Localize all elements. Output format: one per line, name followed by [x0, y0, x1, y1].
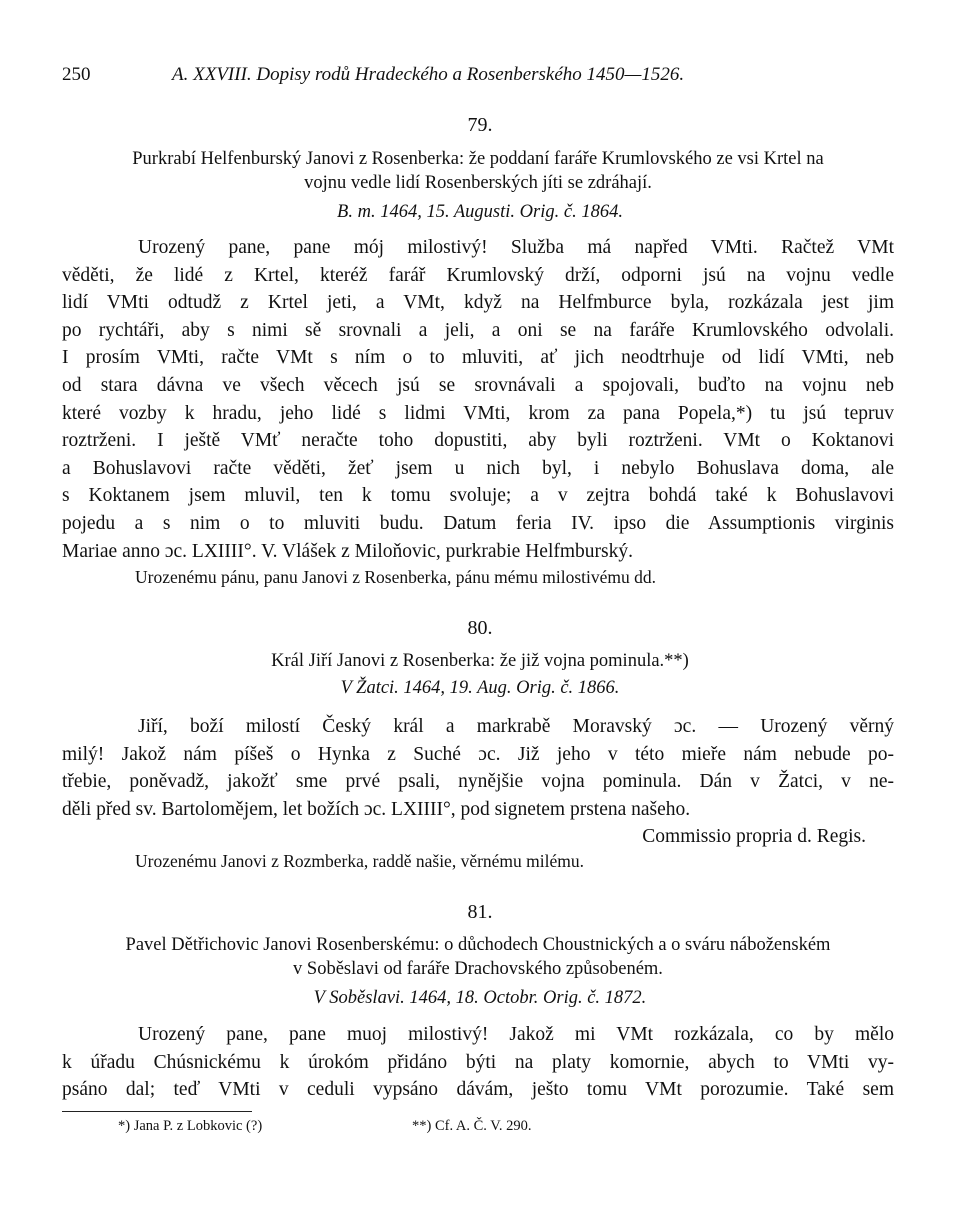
- doc81-dating: V Soběslavi. 1464, 18. Octobr. Orig. č. 1872.: [313, 988, 647, 1008]
- text-line: k úřadu Chúsnickému k úrokóm přidáno býti na platy komornie, abych to VMti vy-: [62, 1051, 894, 1073]
- text-line: a Bohuslavovi račte věděti, žeť jsem u nich byl, i nebylo Bohuslava doma, ale: [62, 457, 894, 479]
- text-line: I prosím VMti, račte VMt s ním o to mluviti, ať jich neodtrhuje od lidí VMti, neb: [62, 347, 894, 369]
- doc80-letter-text: [62, 713, 894, 851]
- footnote-2: **) Cf. A. Č. V. 290.: [412, 1118, 532, 1134]
- text-line: které vozby k hradu, jeho lidé s lidmi VMti, krom za pana Popela,*) tu jsú tepruv: [62, 402, 894, 424]
- running-title: A. XXVIII. Dopisy rodů Hradeckého a Rosenberského 1450—1526.: [172, 64, 685, 85]
- text-line: Jiří, boží milostí Český král a markrabě Moravský ɔc. — Urozený věrný: [138, 716, 894, 737]
- text-line: věděti, že lidé z Krtel, kteréž farář Krumlovský drží, odporni jsú na vojnu vedle: [62, 264, 894, 286]
- doc80-number: 80.: [467, 617, 493, 639]
- doc79-regest-line: Purkrabí Helfenburský Janovi z Rosenberka: že poddaní faráře Krumlovského ze vsi Krtel na: [132, 149, 824, 169]
- text-line: Mariae anno ɔc. LXIIII°. V. Vlášek z Miloňovic, purkrabie Helfmburský.: [62, 540, 633, 562]
- doc79-address: Urozenému pánu, panu Janovi z Rosenberka, pánu mému milostivému dd.: [135, 567, 656, 587]
- doc79-regest: [62, 147, 894, 195]
- doc81-regest: [62, 933, 894, 981]
- page-header: [62, 64, 902, 92]
- text-line: Urozený pane, pane mój milostivý! Služba má napřed VMti. Račtež VMt: [138, 237, 894, 258]
- doc81-regest-line: v Soběslavi od faráře Drachovského způsobeném.: [293, 959, 663, 979]
- text-line: pojedu a s nim o to mluviti budu. Datum feria IV. ipso die Assumptionis virginis: [62, 512, 894, 534]
- doc79-number: 79.: [467, 114, 493, 136]
- text-line: lidí VMti odtudž z Krtel jeti, a VMt, když na Helfmburce byla, rozkázala jest jim: [62, 292, 894, 314]
- footnote-divider: [62, 1111, 252, 1112]
- text-line: Urozený pane, pane muoj milostivý! Jakož mi VMt rozkázala, co by mělo: [138, 1024, 894, 1045]
- doc80-signature: Commissio propria d. Regis.: [642, 826, 866, 848]
- doc81-number: 81.: [467, 901, 493, 923]
- page-number: 250: [62, 64, 91, 85]
- doc80-regest: Král Jiří Janovi z Rosenberka: že již vojna pominula.**): [271, 651, 689, 671]
- doc79-letter-text: [62, 234, 894, 565]
- doc81-letter-text: [62, 1021, 894, 1104]
- doc79-dating: B. m. 1464, 15. Augusti. Orig. č. 1864.: [337, 202, 623, 222]
- footnote-1: *) Jana P. z Lobkovic (?): [118, 1118, 263, 1134]
- doc80-dating: V Žatci. 1464, 19. Aug. Orig. č. 1866.: [340, 678, 620, 698]
- text-line: po rychtáři, aby s nimi sě srovnali a jeli, a oni se na faráře Krumlovského odvolali.: [62, 319, 894, 341]
- doc79-regest-line: vojnu vedle lidí Rosenberských jíti se zdráhají.: [304, 173, 652, 193]
- text-line: s Koktanem jsem mluvil, ten k tomu svoluje; a v zejtra bohdá také k Bohuslavovi: [62, 485, 894, 507]
- doc80-address: Urozenému Janovi z Rozmberka, raddě našie, věrnému milému.: [135, 851, 585, 871]
- text-line: třebie, poněvadž, jakožť sme prvé psali, nynějšie vojna pominula. Dán v Žatci, v ne-: [62, 771, 894, 793]
- text-line: milý! Jakož nám píšeš o Hynka z Suché ɔc. Již jeho v této mieře nám nebude po-: [62, 743, 894, 765]
- text-line: děli před sv. Bartolomějem, let božích ɔc. LXIIII°, pod signetem prstena našeho.: [62, 798, 691, 820]
- text-line: psáno dal; teď VMti v ceduli vypsáno dávám, ješto tomu VMt porozumie. Také sem: [62, 1079, 894, 1101]
- text-line: roztrženi. I ještě VMť neračte toho dopustiti, aby byli roztrženi. VMt o Koktanovi: [62, 430, 894, 452]
- doc81-regest-line: Pavel Dětřichovic Janovi Rosenberskému: o důchodech Choustnických a o sváru náboženském: [125, 935, 831, 955]
- text-line: od stara dávna ve všech věcech jsú se srovnávali a spojovali, buďto na vojnu neb: [62, 374, 894, 396]
